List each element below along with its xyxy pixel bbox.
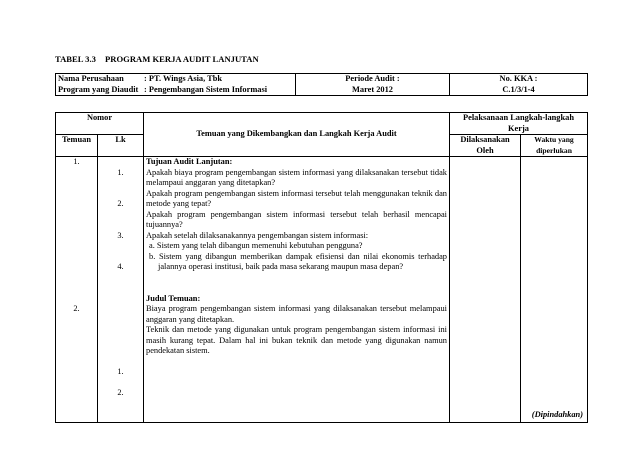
step-text: Apakah biaya program pengembangan sistem informasi yang dilaksanakan tersebut tidak melampaui anggaran yang ditetapkan? xyxy=(146,167,447,187)
col-findings: Temuan yang Dikembangkan dan Langkah Kerja Audit xyxy=(144,113,450,157)
kka-value: C.1/3/1-4 xyxy=(450,85,588,96)
col-waktu: Waktu yang diperlukan xyxy=(521,135,588,157)
col-lk: Lk xyxy=(98,135,144,157)
step-text: Biaya program pengembangan sistem informasi yang dilaksanakan tersebut melampaui anggaran yang ditetapkan. xyxy=(146,304,447,324)
sub-step-text: a. Sistem yang telah dibangun memenuhi kebutuhan pengguna? xyxy=(149,241,363,250)
table-title-text: PROGRAM KERJA AUDIT LANJUTAN xyxy=(105,54,259,64)
table-number: TABEL 3.3 xyxy=(55,54,96,64)
temuan-numbers xyxy=(56,157,98,423)
audit-header-table xyxy=(55,73,588,96)
program-value: : Pengembangan Sistem Informasi xyxy=(144,84,268,94)
program-label: Program yang Diaudit xyxy=(58,84,139,94)
audit-program-table xyxy=(55,112,588,423)
findings-cell xyxy=(144,157,450,423)
waktu-cell xyxy=(521,157,588,423)
section-heading: Judul Temuan: xyxy=(146,293,201,303)
lk-number: 2. xyxy=(117,199,124,208)
sub-step-text: b. Sistem yang dibangun memberikan dampak efisiensi dan nilai ekonomis terhadap jalannya operasi institusi, baik pada masa sekarang maupun masa depan? xyxy=(149,251,447,271)
step-text: Apakah setelah dilaksanakannya pengembangan sistem informasi: xyxy=(146,230,369,240)
section-number: 1. xyxy=(73,157,80,166)
lk-number: 2. xyxy=(117,387,124,397)
kka-label: No. KKA : xyxy=(450,74,588,85)
section-number: 2. xyxy=(73,303,80,313)
lk-number: 4. xyxy=(117,262,124,271)
dilaksanakan-cell xyxy=(450,157,521,423)
table-title xyxy=(55,54,259,64)
col-nomor: Nomor xyxy=(56,113,144,135)
col-temuan: Temuan xyxy=(56,135,98,157)
step-text: Apakah program pengembangan sistem informasi tersebut telah berhasil mencapai tujuannya? xyxy=(146,209,447,229)
step-text: Teknik dan metode yang digunakan untuk program pengembangan sistem informasi ini masih kurang tepat. Dalam hal ini bukan teknik dan metode yang digunakan namun pendekatan sistem. xyxy=(146,325,447,355)
col-pelaksanaan: Pelaksanaan Langkah-langkah Kerja xyxy=(450,113,588,135)
lk-number: 3. xyxy=(117,230,124,240)
col-dilaksanakan: Dilaksanakan Oleh xyxy=(450,135,521,157)
period-label: Periode Audit : xyxy=(296,74,450,85)
step-text: Apakah program pengembangan sistem informasi tersebut telah menggunakan teknik dan metode yang tepat? xyxy=(146,188,447,208)
company-label: Nama Perusahaan xyxy=(58,74,124,83)
section-heading: Tujuan Audit Lanjutan: xyxy=(146,157,233,166)
continued-note: (Dipindahkan) xyxy=(531,409,583,419)
program-cell xyxy=(56,85,296,96)
company-cell xyxy=(56,74,296,85)
lk-number: 1. xyxy=(117,167,124,177)
lk-numbers xyxy=(98,157,144,423)
lk-number: 1. xyxy=(117,366,124,376)
period-value: Maret 2012 xyxy=(296,85,450,96)
company-value: : PT. Wings Asia, Tbk xyxy=(144,74,223,83)
